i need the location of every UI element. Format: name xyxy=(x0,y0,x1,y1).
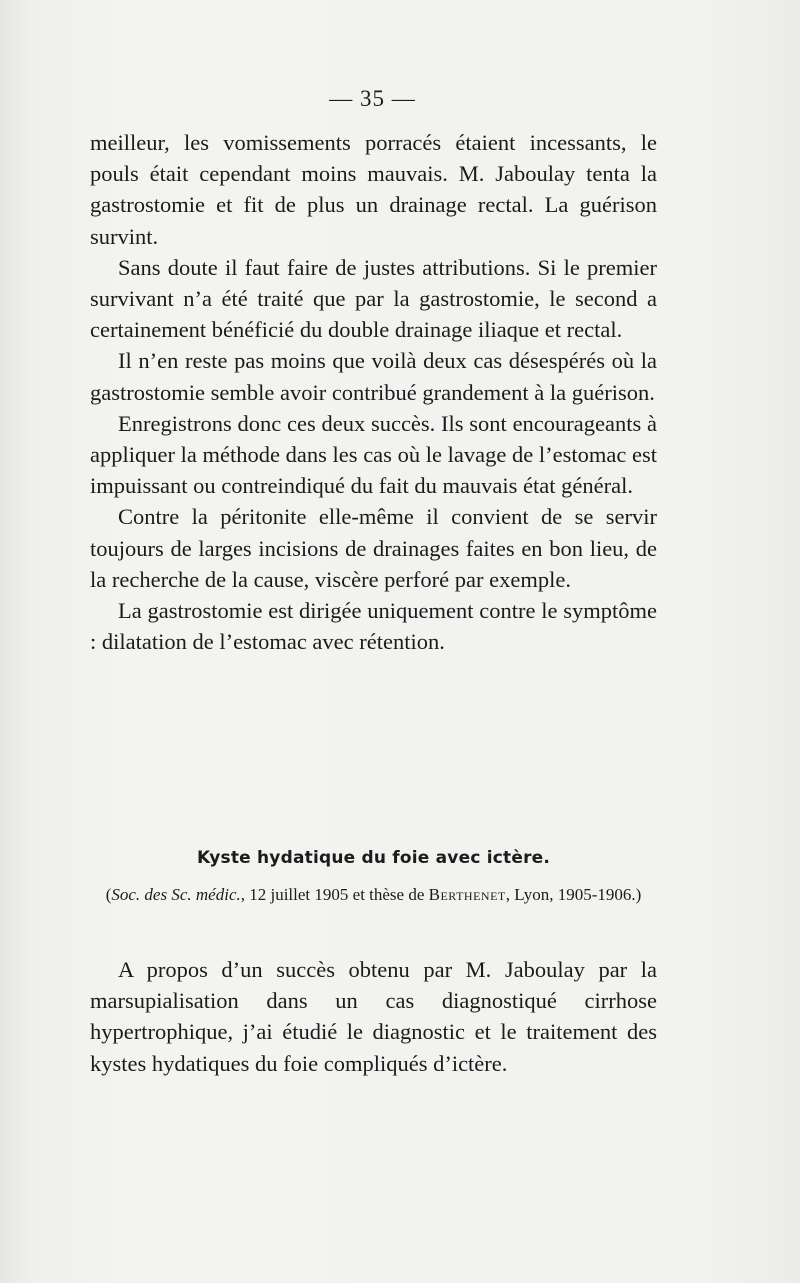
body-text-bottom xyxy=(90,954,657,1079)
page-number: — 35 — xyxy=(329,86,416,111)
citation-date: , 12 juillet 1905 et thèse de xyxy=(240,885,429,904)
section-heading: Kyste hydatique du foie avec ictère. xyxy=(196,848,551,868)
paragraph-peritonite: Contre la péritonite elle-même il convient de se servir toujours de larges incisions de drainages faites en bon lieu, de la recherche de la cause, viscère perforé par exemple. xyxy=(90,504,657,592)
citation-source: Soc. des Sc. médic. xyxy=(111,885,241,904)
paragraph-gastrostomie: La gastrostomie est dirigée uniquement contre le symptôme : dilatation de l’estomac avec rétention. xyxy=(90,598,657,655)
paragraph-enregistrons: Enregistrons donc ces deux succès. Ils sont encourageants à appliquer la méthode dans les cas où le lavage de l’estomac est impuissant ou contreindiqué du fait du mauvais état général. xyxy=(90,410,657,499)
paragraph-attributions: Sans doute il faut faire de justes attributions. Si le premier survivant n’a été traité que par la gastrostomie, le second a certainement bénéficié du double drainage iliaque et rectal. xyxy=(90,254,657,343)
citation-author: Berthenet xyxy=(428,885,506,904)
paragraph-deux-cas: Il n’en reste pas moins que voilà deux cas désespérés où la gastrostomie semble avoir contribué grandement à la guérison. xyxy=(90,348,657,405)
citation-place: , Lyon, 1905-1906.) xyxy=(505,885,642,904)
body-text-top xyxy=(90,127,657,657)
citation-open: ( xyxy=(105,885,112,904)
paragraph-continuation: meilleur, les vomissements porracés étaient incessants, le pouls était cependant moins mauvais. M. Jaboulay tenta la gastrostomie et fit de plus un drainage rectal. La guérison survint. xyxy=(90,130,657,249)
paragraph-kyste: A propos d’un succès obtenu par M. Jaboulay par la marsupialisation dans un cas diagnostiqué cirrhose hypertrophique, j’ai étudié le diagnostic et le traitement des kystes hydatiques du foie compliqués d’ictère. xyxy=(90,957,657,1076)
citation xyxy=(90,880,657,910)
